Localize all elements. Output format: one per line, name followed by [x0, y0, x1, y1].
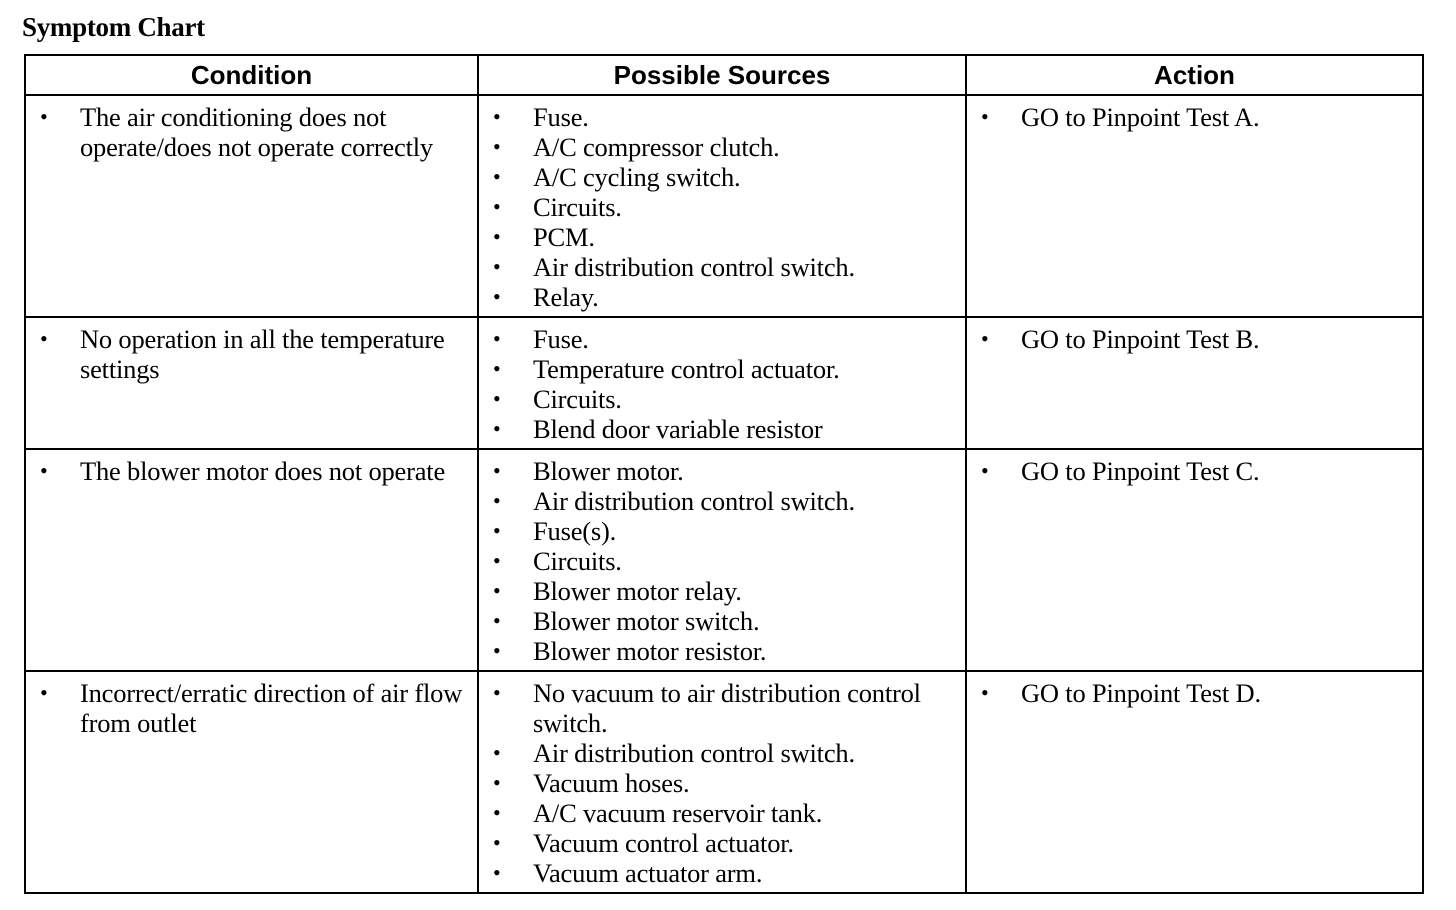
list-item: • Vacuum control actuator. — [491, 828, 957, 858]
list-item: • Vacuum hoses. — [491, 768, 957, 798]
list-item: • GO to Pinpoint Test D. — [979, 678, 1414, 708]
list-item: • Fuse(s). — [491, 516, 957, 546]
condition-cell — [25, 95, 478, 317]
sources-cell — [478, 95, 966, 317]
list-item: • A/C compressor clutch. — [491, 132, 957, 162]
list-item: • GO to Pinpoint Test B. — [979, 324, 1414, 354]
list-item: • Blower motor relay. — [491, 576, 957, 606]
list-item: • Temperature control actuator. — [491, 354, 957, 384]
page-title: Symptom Chart — [22, 12, 205, 42]
action-cell — [966, 317, 1423, 449]
list-item: • Circuits. — [491, 192, 957, 222]
list-item: • Blend door variable resistor — [491, 414, 957, 444]
list-item: • The blower motor does not operate — [38, 456, 469, 486]
list-item: • The air conditioning does not operate/does not operate correctly — [38, 102, 469, 162]
list-item: • A/C cycling switch. — [491, 162, 957, 192]
action-cell — [966, 449, 1423, 671]
table-row — [25, 317, 1423, 449]
sources-cell — [478, 671, 966, 893]
list-item: • Fuse. — [491, 324, 957, 354]
list-item: • Blower motor resistor. — [491, 636, 957, 666]
symptom-table — [24, 54, 1424, 894]
sources-cell — [478, 449, 966, 671]
column-header-condition: Condition — [25, 55, 478, 95]
table-row — [25, 95, 1423, 317]
condition-cell — [25, 449, 478, 671]
column-header-sources: Possible Sources — [478, 55, 966, 95]
list-item: • PCM. — [491, 222, 957, 252]
list-item: • Vacuum actuator arm. — [491, 858, 957, 888]
list-item: • Blower motor switch. — [491, 606, 957, 636]
action-cell — [966, 95, 1423, 317]
column-header-action: Action — [966, 55, 1423, 95]
list-item: • No operation in all the temperature settings — [38, 324, 469, 384]
list-item: • Relay. — [491, 282, 957, 312]
list-item: • Circuits. — [491, 384, 957, 414]
sources-cell — [478, 317, 966, 449]
table-row — [25, 671, 1423, 893]
action-cell — [966, 671, 1423, 893]
list-item: • Air distribution control switch. — [491, 252, 957, 282]
list-item: • A/C vacuum reservoir tank. — [491, 798, 957, 828]
list-item: • Circuits. — [491, 546, 957, 576]
list-item: • Blower motor. — [491, 456, 957, 486]
header-row — [25, 55, 1423, 95]
list-item: • GO to Pinpoint Test A. — [979, 102, 1414, 132]
condition-cell — [25, 317, 478, 449]
table-row — [25, 449, 1423, 671]
condition-cell — [25, 671, 478, 893]
list-item: • GO to Pinpoint Test C. — [979, 456, 1414, 486]
list-item: • Air distribution control switch. — [491, 486, 957, 516]
list-item: • Air distribution control switch. — [491, 738, 957, 768]
list-item: • Incorrect/erratic direction of air flow from outlet — [38, 678, 469, 738]
list-item: • Fuse. — [491, 102, 957, 132]
list-item: • No vacuum to air distribution control switch. — [491, 678, 957, 738]
